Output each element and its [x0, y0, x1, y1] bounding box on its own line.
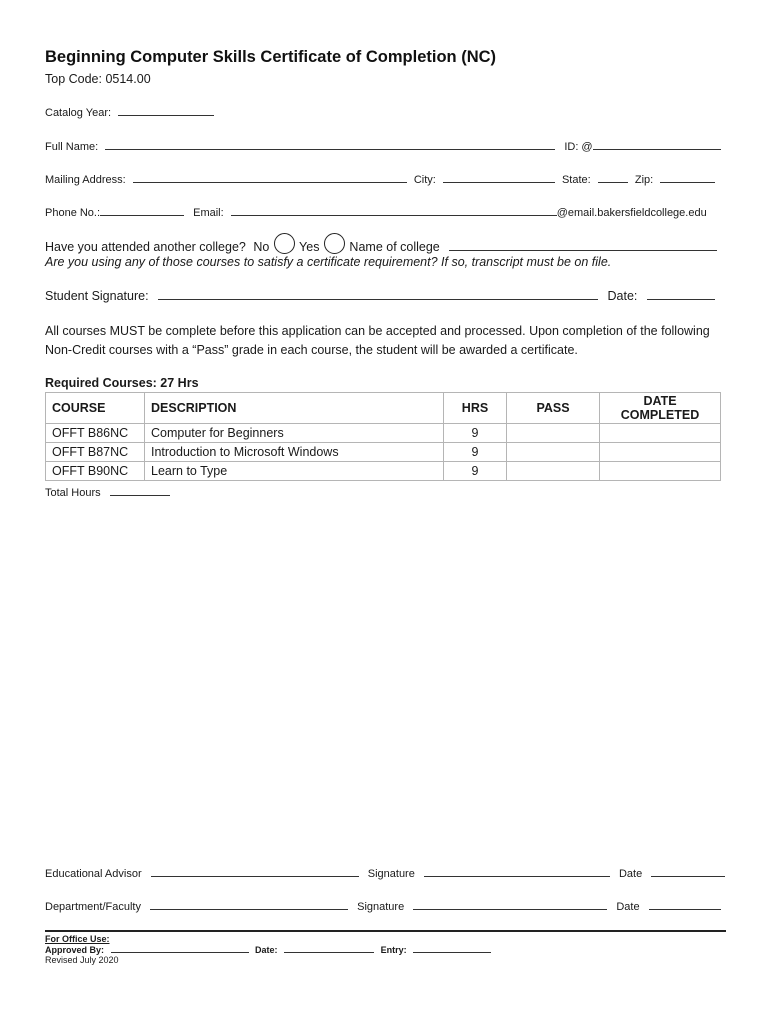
revised-date: Revised July 2020 — [45, 955, 119, 965]
advisor-signature-label: Signature — [367, 868, 415, 880]
phone-label: Phone No.: — [45, 207, 101, 219]
yes-label: Yes — [299, 240, 320, 254]
mailing-address-field[interactable] — [133, 172, 407, 183]
advisor-signature-field[interactable] — [424, 866, 610, 877]
advisor-date-label: Date — [618, 868, 643, 880]
faculty-date-label: Date — [616, 901, 640, 913]
email-field[interactable] — [231, 205, 557, 216]
total-hours-row — [45, 485, 170, 499]
faculty-signature-label: Signature — [357, 901, 405, 913]
date-label: Date: — [607, 289, 638, 303]
faculty-row — [45, 899, 721, 913]
course-description: Computer for Beginners — [145, 424, 444, 443]
office-use-divider — [45, 930, 726, 932]
header-description: DESCRIPTION — [145, 393, 444, 424]
date-completed-cell[interactable] — [600, 424, 721, 443]
advisor-row — [45, 866, 725, 880]
instructions-line-2: Non-Credit courses with a “Pass” grade in each course, the student will be awarded a certificate. — [45, 343, 578, 357]
college-name-field[interactable] — [449, 240, 717, 251]
catalog-year-label: Catalog Year: — [45, 107, 112, 119]
instructions-line-1: All courses MUST be complete before this application can be accepted and processed. Upon completion of the following — [45, 324, 710, 338]
transcript-note: Are you using any of those courses to satisfy a certificate requirement? If so, transcript must be on file. — [45, 255, 612, 269]
date-completed-cell[interactable] — [600, 462, 721, 481]
entry-field[interactable] — [413, 944, 491, 953]
attended-college-row — [45, 233, 717, 254]
date-completed-cell[interactable] — [600, 443, 721, 462]
office-date-label: Date: — [255, 945, 278, 955]
courses-table — [45, 392, 721, 481]
catalog-year-field[interactable] — [118, 105, 214, 116]
approved-by-field[interactable] — [111, 944, 249, 953]
office-date-field[interactable] — [284, 944, 374, 953]
office-approval-row — [45, 944, 491, 955]
course-code: OFFT B86NC — [46, 424, 145, 443]
catalog-year-row — [45, 105, 214, 119]
course-code: OFFT B90NC — [46, 462, 145, 481]
mailing-address-row — [45, 172, 715, 186]
course-hrs: 9 — [444, 462, 507, 481]
required-courses: Required Courses: 27 Hrs — [45, 376, 199, 390]
header-hrs: HRS — [444, 393, 507, 424]
faculty-signature-field[interactable] — [413, 899, 607, 910]
city-label: City: — [413, 174, 436, 186]
attended-question: Have you attended another college? — [45, 240, 246, 254]
pass-cell[interactable] — [507, 462, 600, 481]
form-title: Beginning Computer Skills Certificate of Completion (NC) — [45, 48, 497, 66]
yes-radio[interactable] — [324, 233, 345, 254]
pass-cell[interactable] — [507, 443, 600, 462]
advisor-date-field[interactable] — [651, 866, 725, 877]
city-field[interactable] — [443, 172, 555, 183]
college-name-label: Name of college — [349, 240, 440, 254]
id-label: ID: @ — [564, 141, 593, 153]
header-course: COURSE — [46, 393, 145, 424]
zip-label: Zip: — [634, 174, 654, 186]
full-name-field[interactable] — [105, 139, 555, 150]
total-hours-label: Total Hours — [45, 487, 101, 499]
id-field[interactable] — [593, 139, 721, 150]
table-header-row — [46, 393, 721, 424]
no-label: No — [253, 240, 270, 254]
top-code: Top Code: 0514.00 — [45, 72, 151, 86]
pass-cell[interactable] — [507, 424, 600, 443]
email-domain: @email.bakersfieldcollege.edu — [556, 207, 707, 219]
faculty-date-field[interactable] — [649, 899, 721, 910]
course-code: OFFT B87NC — [46, 443, 145, 462]
full-name-label: Full Name: — [45, 141, 99, 153]
student-date-field[interactable] — [647, 289, 715, 300]
state-label: State: — [561, 174, 591, 186]
advisor-name-field[interactable] — [151, 866, 359, 877]
course-description: Introduction to Microsoft Windows — [145, 443, 444, 462]
table-row — [46, 462, 721, 481]
course-hrs: 9 — [444, 443, 507, 462]
table-row — [46, 424, 721, 443]
header-date-completed: DATE COMPLETED — [600, 393, 721, 424]
table-row — [46, 443, 721, 462]
faculty-name-field[interactable] — [150, 899, 348, 910]
header-pass: PASS — [507, 393, 600, 424]
course-description: Learn to Type — [145, 462, 444, 481]
faculty-label: Department/Faculty — [45, 901, 141, 913]
full-name-row — [45, 139, 721, 153]
email-label: Email: — [193, 207, 224, 219]
student-signature-row — [45, 289, 715, 303]
signature-label: Student Signature: — [45, 289, 149, 303]
student-signature-field[interactable] — [158, 289, 598, 300]
course-hrs: 9 — [444, 424, 507, 443]
zip-field[interactable] — [660, 172, 715, 183]
approved-by-label: Approved By: — [45, 945, 105, 955]
no-radio[interactable] — [274, 233, 295, 254]
total-hours-field[interactable] — [110, 485, 170, 496]
advisor-label: Educational Advisor — [45, 868, 142, 880]
office-use-label: For Office Use: — [45, 934, 110, 944]
phone-email-row — [45, 205, 707, 219]
entry-label: Entry: — [380, 945, 407, 955]
mailing-address-label: Mailing Address: — [45, 174, 126, 186]
state-field[interactable] — [598, 172, 628, 183]
phone-field[interactable] — [100, 205, 184, 216]
